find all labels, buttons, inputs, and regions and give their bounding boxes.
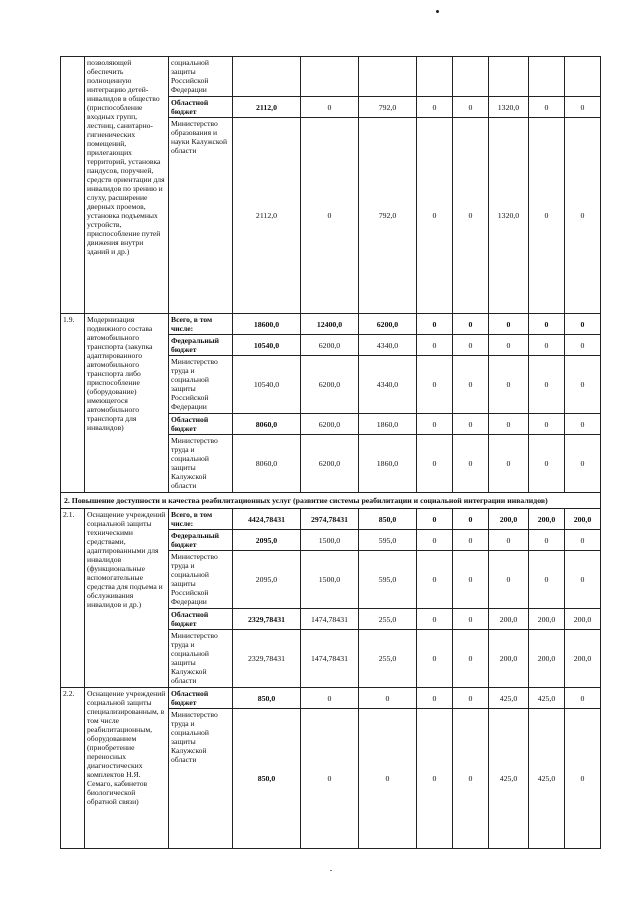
funding-source: Федеральный бюджет xyxy=(169,530,233,551)
amount-cell: 200,0 xyxy=(565,509,601,530)
funding-source: Областной бюджет xyxy=(169,688,233,709)
amount-cell: 0 xyxy=(529,356,565,414)
amount-cell: 0 xyxy=(453,118,489,314)
amount-cell: 425,0 xyxy=(529,709,565,849)
amount-cell: 200,0 xyxy=(489,509,529,530)
funding-source: Всего, в том числе: xyxy=(169,314,233,335)
amount-cell: 8060,0 xyxy=(233,414,301,435)
amount-cell: 4340,0 xyxy=(359,356,417,414)
amount-cell: 0 xyxy=(453,356,489,414)
amount-cell: 0 xyxy=(565,688,601,709)
amount-cell: 0 xyxy=(417,609,453,630)
row-description: Оснащение учреждений социальной защиты специализированным, в том числе реабилитационным, оборудованием (приобретение переносных диагностических комплектов Н.Я. Семаго, кабинетов биологической обратной связи) xyxy=(85,688,169,849)
amount-cell: 1474,78431 xyxy=(301,630,359,688)
amount-cell: 0 xyxy=(453,414,489,435)
amount-cell: 0 xyxy=(453,530,489,551)
row-number: 2.2. xyxy=(61,688,85,849)
amount-cell: 0 xyxy=(417,709,453,849)
funding-source: Областной бюджет xyxy=(169,414,233,435)
amount-cell: 2112,0 xyxy=(233,97,301,118)
amount-cell: 0 xyxy=(417,551,453,609)
empty-cell xyxy=(453,57,489,97)
amount-cell: 200,0 xyxy=(489,630,529,688)
amount-cell: 8060,0 xyxy=(233,435,301,493)
amount-cell: 0 xyxy=(417,630,453,688)
funding-source: Министерство труда и социальной защиты Калужской области xyxy=(169,709,233,849)
amount-cell: 6200,0 xyxy=(301,414,359,435)
amount-cell: 0 xyxy=(529,530,565,551)
amount-cell: 0 xyxy=(565,314,601,335)
amount-cell: 595,0 xyxy=(359,530,417,551)
amount-cell: 6200,0 xyxy=(359,314,417,335)
row-description: Оснащение учреждений социальной защиты техническими средствами, адаптированными для инвалидов (функциональные вспомогательные средства для подъема и обслуживания инвалидов и др.) xyxy=(85,509,169,688)
amount-cell: 10540,0 xyxy=(233,356,301,414)
funding-source: Областной бюджет xyxy=(169,609,233,630)
table-row xyxy=(61,57,601,97)
amount-cell: 2095,0 xyxy=(233,551,301,609)
row-description: Модернизация подвижного состава автомобильного транспорта (закупка адаптированного автомобильного транспорта либо приспособление (оборудование) имеющегося автомобильного транспорта для инвалидов) xyxy=(85,314,169,493)
amount-cell: 2112,0 xyxy=(233,118,301,314)
amount-cell: 0 xyxy=(453,709,489,849)
amount-cell: 200,0 xyxy=(489,609,529,630)
empty-cell xyxy=(417,57,453,97)
amount-cell: 850,0 xyxy=(233,688,301,709)
amount-cell: 0 xyxy=(565,118,601,314)
amount-cell: 0 xyxy=(565,435,601,493)
row-description: позволяющей обеспечить полноценную интеграцию детей-инвалидов в общество (приспособление входных групп, лестниц, санитарно-гигиенических помещений, прилегающих территорий, установка пандусов, поручней, средств ориентации для инвалидов по зрению и слуху, расширение дверных проемов, установка подъемных устройств, приспособление путей движения внутри зданий и др.) xyxy=(85,57,169,314)
page-speck xyxy=(436,10,439,13)
amount-cell: 0 xyxy=(565,414,601,435)
empty-cell xyxy=(301,57,359,97)
table-row xyxy=(61,314,601,335)
amount-cell: 850,0 xyxy=(359,509,417,530)
amount-cell: 0 xyxy=(529,118,565,314)
amount-cell: 0 xyxy=(453,97,489,118)
amount-cell: 0 xyxy=(359,688,417,709)
amount-cell: 200,0 xyxy=(565,630,601,688)
amount-cell: 0 xyxy=(529,414,565,435)
program-table xyxy=(60,56,601,849)
amount-cell: 1320,0 xyxy=(489,97,529,118)
amount-cell: 0 xyxy=(565,97,601,118)
amount-cell: 2095,0 xyxy=(233,530,301,551)
row-number: 1.9. xyxy=(61,314,85,493)
amount-cell: 0 xyxy=(453,609,489,630)
amount-cell: 1860,0 xyxy=(359,435,417,493)
amount-cell: 0 xyxy=(417,314,453,335)
table-row xyxy=(61,509,601,530)
amount-cell: 6200,0 xyxy=(301,435,359,493)
amount-cell: 0 xyxy=(417,118,453,314)
amount-cell: 850,0 xyxy=(233,709,301,849)
amount-cell: 0 xyxy=(565,709,601,849)
funding-source: Областной бюджет xyxy=(169,97,233,118)
amount-cell: 0 xyxy=(529,97,565,118)
amount-cell: 0 xyxy=(489,414,529,435)
table-row xyxy=(61,688,601,709)
amount-cell: 18600,0 xyxy=(233,314,301,335)
amount-cell: 0 xyxy=(417,530,453,551)
amount-cell: 0 xyxy=(529,551,565,609)
amount-cell: 0 xyxy=(301,97,359,118)
amount-cell: 2329,78431 xyxy=(233,609,301,630)
amount-cell: 2974,78431 xyxy=(301,509,359,530)
amount-cell: 0 xyxy=(489,356,529,414)
amount-cell: 0 xyxy=(417,356,453,414)
amount-cell: 0 xyxy=(529,335,565,356)
amount-cell: 200,0 xyxy=(529,509,565,530)
amount-cell: 1320,0 xyxy=(489,118,529,314)
amount-cell: 1474,78431 xyxy=(301,609,359,630)
amount-cell: 200,0 xyxy=(529,630,565,688)
amount-cell: 12400,0 xyxy=(301,314,359,335)
amount-cell: 10540,0 xyxy=(233,335,301,356)
amount-cell: 792,0 xyxy=(359,118,417,314)
empty-cell xyxy=(233,57,301,97)
amount-cell: 0 xyxy=(489,314,529,335)
row-number: 2.1. xyxy=(61,509,85,688)
amount-cell: 0 xyxy=(301,709,359,849)
funding-source: социальной защиты Российской Федерации xyxy=(169,57,233,97)
funding-source: Министерство образования и науки Калужской области xyxy=(169,118,233,314)
row-number-cell xyxy=(61,57,85,314)
section-heading: 2. Повышение доступности и качества реабилитационных услуг (развитие системы реабилитации и социальной интеграции инвалидов) xyxy=(61,493,601,509)
amount-cell: 200,0 xyxy=(565,609,601,630)
amount-cell: 0 xyxy=(301,118,359,314)
amount-cell: 0 xyxy=(417,688,453,709)
amount-cell: 425,0 xyxy=(489,688,529,709)
amount-cell: 0 xyxy=(417,97,453,118)
amount-cell: 0 xyxy=(489,335,529,356)
empty-cell xyxy=(565,57,601,97)
amount-cell: 0 xyxy=(453,630,489,688)
amount-cell: 1860,0 xyxy=(359,414,417,435)
amount-cell: 255,0 xyxy=(359,630,417,688)
amount-cell: 0 xyxy=(417,509,453,530)
funding-source: Всего, в том числе: xyxy=(169,509,233,530)
amount-cell: 0 xyxy=(565,335,601,356)
amount-cell: 6200,0 xyxy=(301,335,359,356)
amount-cell: 0 xyxy=(489,530,529,551)
amount-cell: 0 xyxy=(453,688,489,709)
funding-source: Министерство труда и социальной защиты Российской Федерации xyxy=(169,551,233,609)
table-row xyxy=(61,493,601,509)
amount-cell: 0 xyxy=(565,530,601,551)
amount-cell: 0 xyxy=(489,551,529,609)
amount-cell: 0 xyxy=(453,435,489,493)
page-speck xyxy=(330,870,332,871)
amount-cell: 0 xyxy=(453,335,489,356)
amount-cell: 200,0 xyxy=(529,609,565,630)
amount-cell: 425,0 xyxy=(489,709,529,849)
empty-cell xyxy=(529,57,565,97)
amount-cell: 0 xyxy=(453,551,489,609)
amount-cell: 0 xyxy=(417,335,453,356)
amount-cell: 1500,0 xyxy=(301,551,359,609)
amount-cell: 6200,0 xyxy=(301,356,359,414)
amount-cell: 425,0 xyxy=(529,688,565,709)
funding-source: Министерство труда и социальной защиты Российской Федерации xyxy=(169,356,233,414)
funding-source: Федеральный бюджет xyxy=(169,335,233,356)
amount-cell: 0 xyxy=(417,435,453,493)
amount-cell: 0 xyxy=(529,314,565,335)
amount-cell: 0 xyxy=(565,551,601,609)
amount-cell: 792,0 xyxy=(359,97,417,118)
amount-cell: 0 xyxy=(565,356,601,414)
amount-cell: 0 xyxy=(359,709,417,849)
amount-cell: 0 xyxy=(417,414,453,435)
empty-cell xyxy=(359,57,417,97)
funding-source: Министерство труда и социальной защиты Калужской области xyxy=(169,630,233,688)
empty-cell xyxy=(489,57,529,97)
amount-cell: 0 xyxy=(453,509,489,530)
amount-cell: 1500,0 xyxy=(301,530,359,551)
amount-cell: 0 xyxy=(489,435,529,493)
amount-cell: 4340,0 xyxy=(359,335,417,356)
amount-cell: 255,0 xyxy=(359,609,417,630)
funding-source: Министерство труда и социальной защиты Калужской области xyxy=(169,435,233,493)
amount-cell: 4424,78431 xyxy=(233,509,301,530)
amount-cell: 0 xyxy=(453,314,489,335)
amount-cell: 0 xyxy=(529,435,565,493)
amount-cell: 2329,78431 xyxy=(233,630,301,688)
amount-cell: 0 xyxy=(301,688,359,709)
amount-cell: 595,0 xyxy=(359,551,417,609)
